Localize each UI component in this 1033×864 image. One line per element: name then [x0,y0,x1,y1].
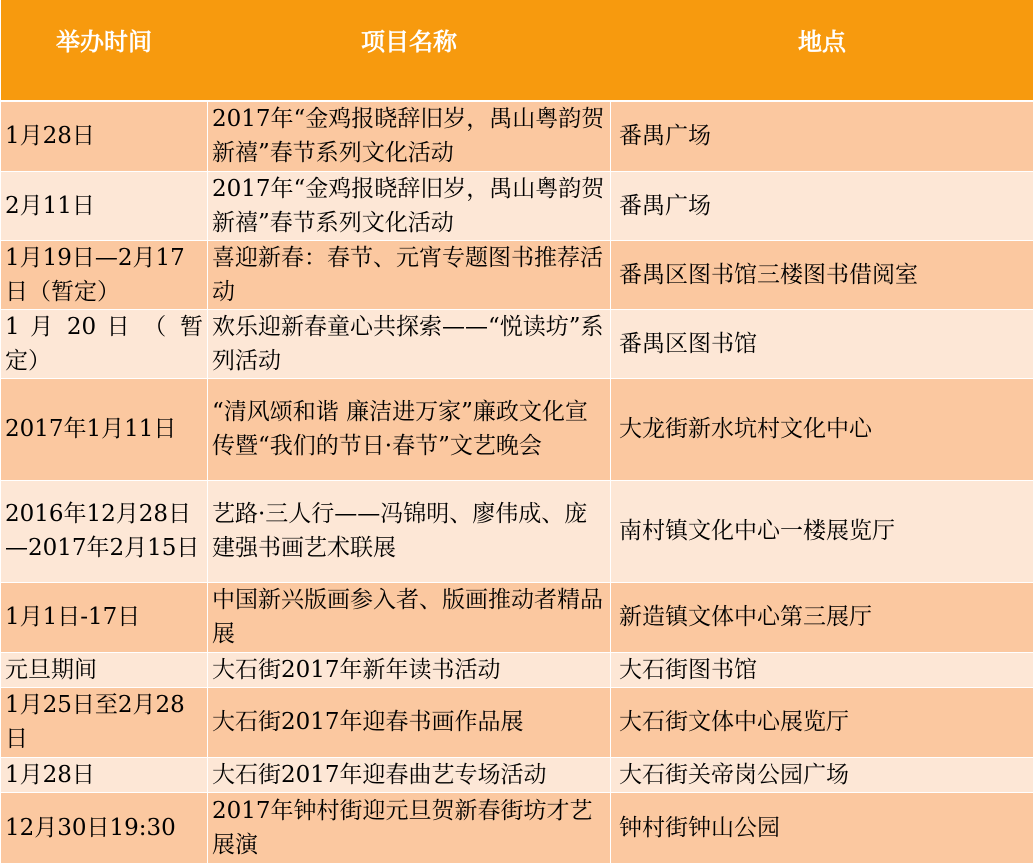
table-row [1,792,1033,863]
table-row [1,757,1033,792]
cell-project-name: 中国新兴版画参入者、版画推动者精品展 [208,582,611,652]
header-row [1,0,1033,101]
cell-location: 番禺广场 [611,171,1033,240]
cell-time: 2017年1月11日 [1,378,208,480]
cell-project-name: 2017年“金鸡报晓辞旧岁，禺山粤韵贺新禧”春节系列文化活动 [208,171,611,240]
table-row [1,687,1033,757]
cell-location: 大石街关帝岗公园广场 [611,757,1033,792]
cell-location: 新造镇文体中心第三展厅 [611,582,1033,652]
cell-project-name: 欢乐迎新春童心共探索——“悦读坊”系列活动 [208,309,611,378]
table-header [1,0,1033,101]
header-location: 地点 [611,0,1033,101]
cell-location: 钟村街钟山公园 [611,792,1033,863]
table-row [1,582,1033,652]
cell-project-name: “清风颂和谐 廉洁进万家”廉政文化宣传暨“我们的节日·春节”文艺晚会 [208,378,611,480]
cell-time: 1月28日 [1,757,208,792]
cell-project-name: 大石街2017年迎春曲艺专场活动 [208,757,611,792]
cell-location: 番禺区图书馆三楼图书借阅室 [611,240,1033,309]
cell-project-name: 大石街2017年新年读书活动 [208,652,611,687]
cell-time: 1月25日至2月28日 [1,687,208,757]
cell-location: 大石街图书馆 [611,652,1033,687]
cell-project-name: 喜迎新春：春节、元宵专题图书推荐活动 [208,240,611,309]
table-row [1,240,1033,309]
cell-location: 南村镇文化中心一楼展览厅 [611,480,1033,582]
cell-time: 元旦期间 [1,652,208,687]
cell-location: 番禺区图书馆 [611,309,1033,378]
cell-location: 大龙街新水坑村文化中心 [611,378,1033,480]
cell-time: 1月1日-17日 [1,582,208,652]
header-project-name: 项目名称 [208,0,611,101]
cell-location: 番禺广场 [611,101,1033,171]
cell-time: 1 月 20 日 （ 暂定） [1,309,208,378]
cell-time: 2月11日 [1,171,208,240]
table-row [1,652,1033,687]
table-row [1,480,1033,582]
table-row [1,309,1033,378]
cell-time: 12月30日19:30 [1,792,208,863]
table-row [1,171,1033,240]
cell-project-name: 艺路·三人行——冯锦明、廖伟成、庞建强书画艺术联展 [208,480,611,582]
cell-time: 2016年12月28日—2017年2月15日 [1,480,208,582]
table-row [1,101,1033,171]
table-body [1,101,1033,863]
cell-time: 1月28日 [1,101,208,171]
cell-time: 1月19日—2月17日（暂定） [1,240,208,309]
cell-project-name: 大石街2017年迎春书画作品展 [208,687,611,757]
cell-project-name: 2017年“金鸡报晓辞旧岁，禺山粤韵贺新禧”春节系列文化活动 [208,101,611,171]
cell-location: 大石街文体中心展览厅 [611,687,1033,757]
header-time: 举办时间 [1,0,208,101]
cell-project-name: 2017年钟村街迎元旦贺新春街坊才艺展演 [208,792,611,863]
table-row [1,378,1033,480]
